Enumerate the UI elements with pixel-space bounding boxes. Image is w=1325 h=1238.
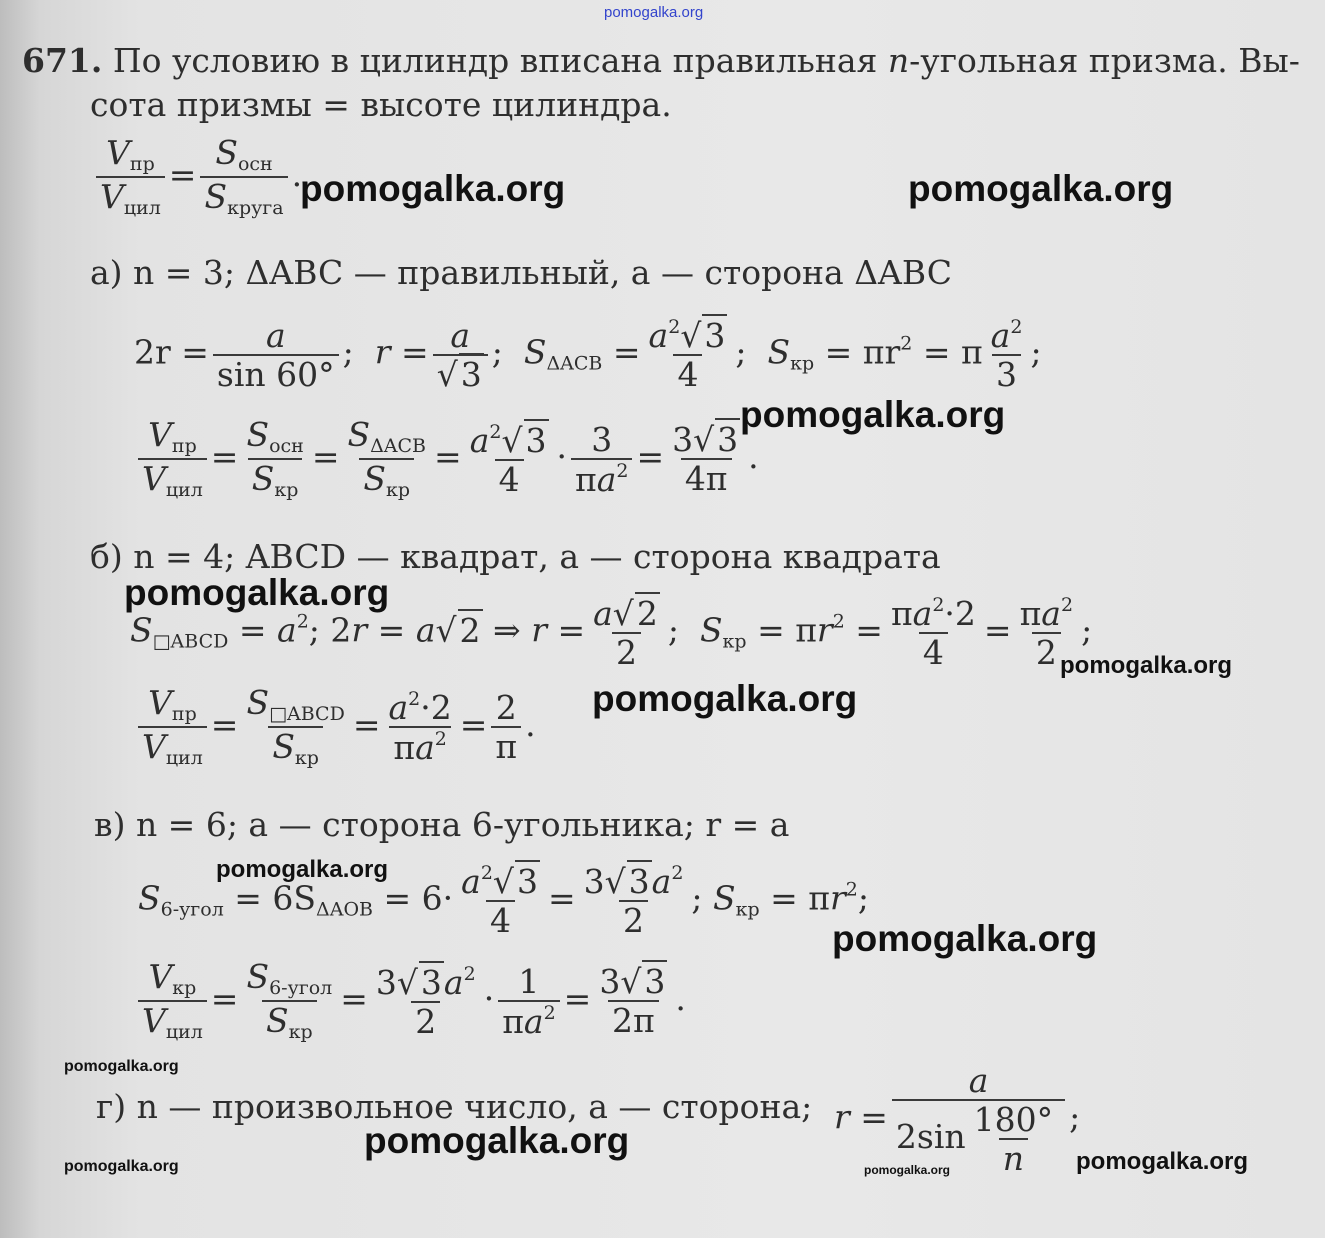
part-d-formula: r = a 2sin $\frac{180^\circ}{n}$ ; [834, 1061, 1081, 1178]
part-b-formula-1: $S_{□ABCD} = a^2$; 2r = a√2 ⇒ r = $\frac{a√2}{2}$ ; $S_{кр} = \pi r^2$ = $\frac{\pi a^2\cdot 2}{4}$ = $\frac{\pi a^2}{2}$ ; [130, 593, 1093, 672]
watermark: pomogalka.org [832, 918, 1098, 959]
watermark: pomogalka.org [592, 678, 858, 719]
watermark: pomogalka.org [64, 1158, 179, 1175]
watermark: pomogalka.org [908, 168, 1174, 209]
part-a-formula-2: $\frac{V_{пр}}{V_{цил}}$ = $\frac{S_{осн}}{S_{кр}}$ = $\frac{S_{\Delta ACB}}{S_{кр}}$ = $\frac{a^2√3}{4}$ · $\frac{3}{\pi a^2}$ = $\frac{3√3}{4\pi}$ . [134, 418, 759, 500]
part-b-formula-2: $\frac{V_{пр}}{V_{цил}}$ = $\frac{S_{□ABCD}}{S_{кр}}$ = $\frac{a^2\cdot 2}{\pi a^2}$ = $\frac{2}{\pi}$ . [134, 686, 536, 768]
watermark: pomogalka.org [1076, 1148, 1249, 1175]
part-c-formula-1: $S_{6-угол} = 6S_{\Delta AOB} = 6\cdot$ $\frac{a^2√3}{4}$ = $\frac{3√3a^2}{2}$ ; $S_{кр} = \pi r^2$; [138, 862, 869, 940]
header-watermark: pomogalka.org [604, 4, 704, 21]
watermark: pomogalka.org [1060, 652, 1233, 679]
part-b-heading: б) n = 4; ABCD — квадрат, a — сторона квадрата [90, 537, 941, 576]
part-c-heading: в) n = 6; a — сторона 6-угольника; r = a [94, 805, 790, 844]
watermark: pomogalka.org [300, 168, 566, 209]
part-c-formula-2: $\frac{V_{кр}}{V_{цил}}$ = $\frac{S_{6-угол}}{S_{кр}}$ = $\frac{3√3a^2}{2}$ · $\frac{1}{\pi a^2}$ = $\frac{3√3}{2\pi}$ . [134, 960, 686, 1042]
watermark: pomogalka.org [864, 1163, 951, 1177]
watermark: pomogalka.org [124, 572, 390, 613]
problem-line-1: 671. По условию в цилиндр вписана правильная n-угольная призма. Вы- [22, 41, 1300, 80]
watermark: pomogalka.org [740, 394, 1006, 435]
part-d-heading: г) n — произвольное число, a — сторона; [96, 1087, 813, 1126]
main-ratio: $\frac{V_{пр}}{V_{цил}}$ = $\frac{S_{осн}}{S_{круга}}$ . [92, 136, 302, 218]
part-a-formula-1: 2r = $\frac{a}{\sin 60^\circ}$ ; r = $\frac{a}{√3}$ ; $S_{\Delta ACB}$ = $\frac{a^2√3}{4}$ ; $S_{кр} = \pi r^2 = \pi$ $\frac{a^2}{3}$ ; [134, 315, 1042, 394]
watermark: pomogalka.org [64, 1058, 179, 1075]
watermark: pomogalka.org [216, 856, 389, 883]
part-a-heading: а) n = 3; ΔABC — правильный, a — сторона ΔABC [90, 253, 952, 292]
problem-line-2: сота призмы = высоте цилиндра. [90, 85, 672, 124]
watermark: pomogalka.org [364, 1120, 630, 1161]
problem-number: 671. [22, 41, 103, 80]
